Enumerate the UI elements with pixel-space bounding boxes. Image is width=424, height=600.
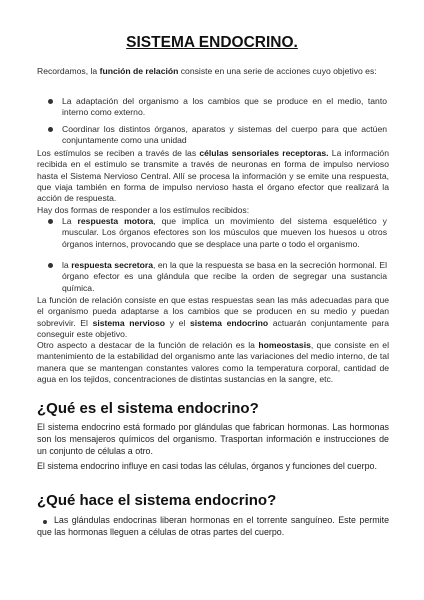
response-item	[62, 216, 387, 250]
goal-item: La adaptación del organismo a los cambios que se produce en el medio, tanto interno como externo.	[62, 96, 387, 118]
coordination-paragraph	[37, 295, 389, 340]
stimuli-bold: células sensoriales receptoras.	[199, 148, 329, 158]
intro-text-end: consiste en una serie de acciones cuyo objetivo es:	[178, 66, 377, 76]
homeostasis-paragraph	[37, 340, 389, 385]
section-heading-what-does: ¿Qué hace el sistema endocrino?	[37, 492, 277, 509]
section1-paragraph-2: El sistema endocrino influye en casi todas las células, órganos y funciones del cuerpo.	[37, 461, 377, 471]
section2-bullet-text: Las glándulas endocrinas liberan hormonas en el torrente sanguíneo. Este permite que las hormonas lleguen a células de otras partes del cuerpo.	[37, 515, 389, 537]
intro-text: Recordamos, la	[37, 66, 100, 76]
response-prefix: la	[62, 260, 72, 270]
stimuli-text: Los estímulos se reciben a través de las	[37, 148, 200, 158]
response-text: , en la que la respuesta se basa en la secreción hormonal. El órgano efector es una glándula que recibe la orden de segregar una sustancia química.	[62, 260, 388, 293]
response-bold: respuesta secretora	[71, 260, 154, 270]
stimuli-paragraph	[37, 148, 389, 204]
bullet-icon	[48, 263, 53, 268]
homeostasis-bold: homeostasis	[258, 340, 311, 350]
page-title: SISTEMA ENDOCRINO.	[126, 34, 298, 51]
responses-intro: Hay dos formas de responder a los estímulos recibidos:	[37, 205, 250, 215]
homeostasis-text-end: , que consiste en el mantenimiento de la estabilidad del organismo ante las variaciones del medio interno, de tal manera que se mantengan constantes valores como la temperatura corporal, cantidad de agua en los tejidos, concentraciones de distintas sustancias en la sangre, etc.	[37, 340, 389, 384]
response-bold: respuesta motora	[77, 216, 154, 226]
response-item	[62, 260, 387, 294]
response-prefix: La	[62, 216, 78, 226]
section2-paragraph	[37, 514, 389, 538]
intro-paragraph	[37, 66, 389, 77]
bullet-icon	[48, 99, 53, 104]
response-text: , que implica un movimiento del sistema esquelético y muscular. Los órganos efectores son los músculos que mueven los huesos u otros órganos internos, provocando que se desplace una parte o todo el organismo.	[62, 216, 387, 249]
bullet-icon	[48, 219, 53, 224]
intro-bold: función de relación	[99, 66, 179, 76]
section-heading-what-is: ¿Qué es el sistema endocrino?	[37, 400, 259, 417]
endocrine-system-bold: sistema endocrino	[189, 317, 269, 328]
section1-paragraph: El sistema endocrino está formado por glándulas que fabrican hormonas. Las hormonas son los mensajeros químicos del organismo. Trasportan información e instrucciones de un conjunto de células a otro.	[37, 422, 389, 456]
coordination-text: La función de relación consiste en que estas respuestas sean las más adecuadas para que el organismo pueda adaptarse a los cambios que se producen en su medio y puedan sobrevivir. El	[37, 295, 389, 328]
goal-item: Coordinar los distintos órganos, aparatos y sistemas del cuerpo para que actúen conjuntamente como una unidad	[62, 124, 387, 146]
bullet-icon	[48, 127, 53, 132]
stimuli-text-end: La información recibida en el estímulo se transmite a través de neuronas en forma de impulso nervioso hasta el Sistema Nervioso Central. Allí se procesa la información y se emite una respuesta, que viaja también en forma de impulso nervioso hasta el órgano efector que realizará la acción de respuesta.	[37, 148, 389, 204]
homeostasis-text: Otro aspecto a destacar de la función de relación es la	[37, 340, 259, 350]
coordination-text-end: actuarán conjuntamente para conseguir este objetivo.	[37, 317, 390, 339]
coordination-text-mid: y el	[165, 317, 190, 328]
nervous-system-bold: sistema nervioso	[92, 317, 166, 328]
